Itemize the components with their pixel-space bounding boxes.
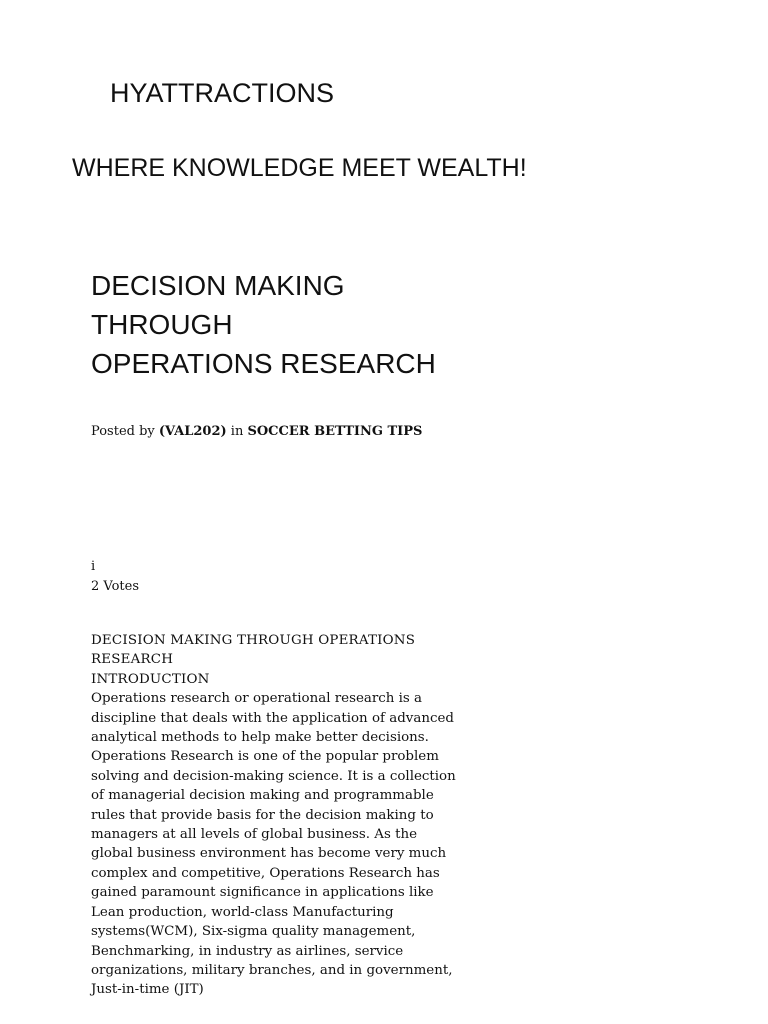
byline-in: in <box>230 424 244 439</box>
site-tagline: WHERE KNOWLEDGE MEET WEALTH! <box>72 154 527 182</box>
post-title <box>91 266 436 383</box>
byline-prefix: Posted by <box>91 424 155 439</box>
post-title-line: DECISION MAKING <box>91 270 345 301</box>
article-heading <box>91 631 463 670</box>
article-heading-line: RESEARCH <box>91 652 174 668</box>
article-heading-line: DECISION MAKING THROUGH OPERATIONS <box>91 633 416 648</box>
author-link[interactable]: (VAL202) <box>158 424 227 439</box>
article-paragraph: Operations research or operational research is a discipline that deals with the application of advanced analytical methods to help make better decisions. Operations Research is one of the popular problem solving and decision-making science. It is a collection of managerial decision making and programmable rules that provide basis for the decision making to managers at all levels of global business. As the global business environment has become very much complex and competitive, Operations Research has gained paramount significance in applications like Lean production, world-class Manufacturing systems(WCM), Six-sigma quality management, Benchmarking, in industry as airlines, service organizations, military branches, and in government, Just-in-time (JIT) <box>91 691 456 998</box>
post-title-line: OPERATIONS RESEARCH <box>91 348 436 379</box>
category-link[interactable]: SOCCER BETTING TIPS <box>247 424 423 439</box>
site-name[interactable]: HYATTRACTIONS <box>110 78 335 108</box>
post-byline <box>91 422 422 442</box>
rating-icon[interactable]: i <box>91 559 96 574</box>
post-title-line: THROUGH <box>91 309 233 340</box>
section-heading: INTRODUCTION <box>91 671 210 687</box>
article-body <box>91 631 463 1000</box>
vote-count: 2 Votes <box>91 579 140 594</box>
